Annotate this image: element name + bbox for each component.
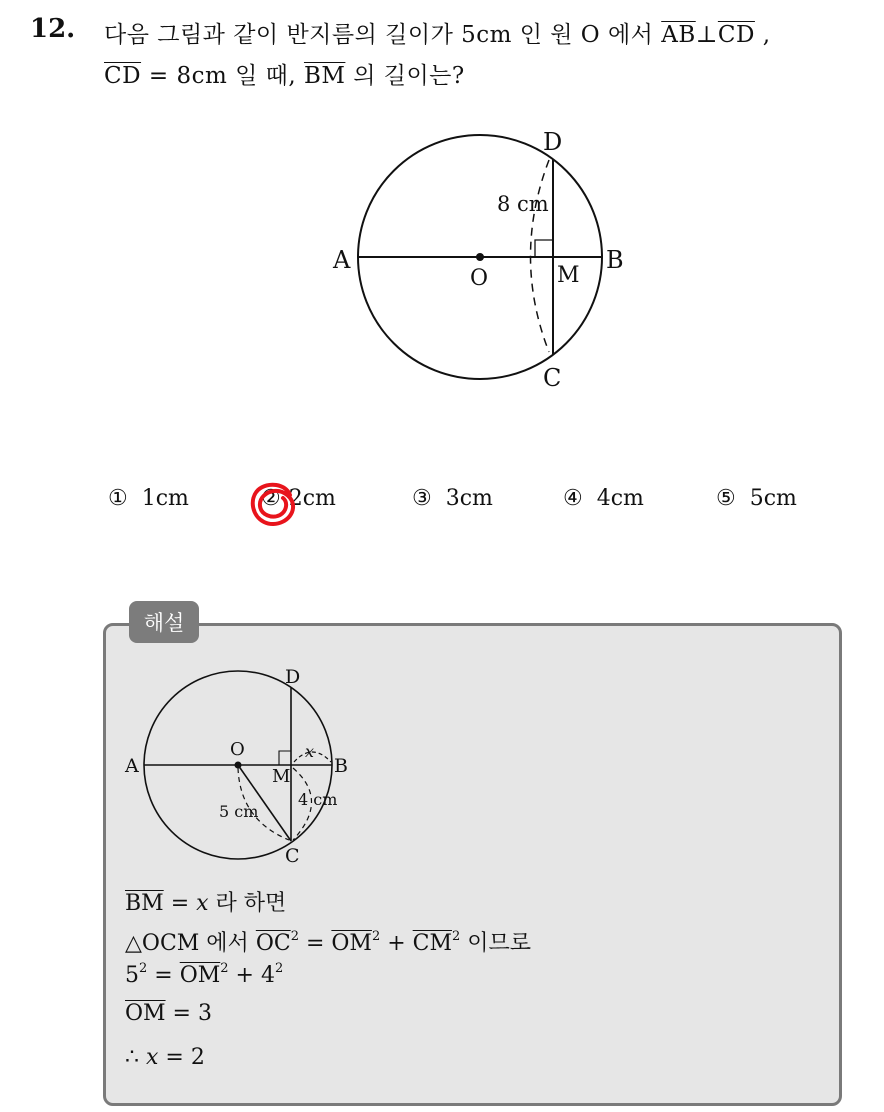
question-number: 12. [30,14,76,44]
segment-om: $\overline{OM}$ [125,1001,166,1026]
solution-label-radius: 5 cm [219,802,259,821]
solution-label-a: A [125,755,139,777]
segment-bm: $\overline{BM}$ [303,63,346,89]
exponent: 2 [290,929,299,944]
solution-line-4 [125,1001,212,1026]
base-value: 5 [125,963,139,988]
segment-om: $\overline{OM}$ [331,931,372,956]
solution-label-d: D [285,666,301,688]
segment-cm: $\overline{CM}$ [412,931,453,956]
choice-text: 4cm [596,486,644,511]
equation-result: = 2 [158,1045,205,1070]
label-c: C [543,364,562,392]
segment-ab: $\overline{AB}$ [661,22,696,48]
solution-line-2 [125,926,531,957]
label-b: B [606,246,624,274]
solution-line-5 [125,1045,205,1070]
solution-label-x: x [305,742,315,761]
solution-label-b: B [334,755,348,777]
solution-label-o: O [230,739,245,760]
therefore-symbol: ∴ [125,1045,146,1070]
solution-center-point [235,762,242,769]
segment-bm: $\overline{BM}$ [125,891,164,916]
choice-number: ④ [563,486,583,511]
choice-text: 3cm [445,486,493,511]
triangle-ocm: △OCM 에서 [125,931,256,956]
segment-cd: $\overline{CD}$ [104,63,142,89]
equals-sign: = [163,891,197,916]
solution-tag: 해설 [129,601,199,643]
choice-number: ⑤ [716,486,736,511]
equation-result: = 3 [165,1001,212,1026]
solution-right-angle-mark [279,751,291,765]
label-a: A [333,246,351,274]
choice-number: ① [108,486,128,511]
segment-cd: $\overline{CD}$ [717,22,755,48]
label-m: M [557,263,580,288]
question-text: 다음 그림과 같이 반지름의 길이가 5cm 인 원 O 에서 [104,22,662,48]
question-text: = 8cm 일 때, [141,63,304,89]
choice-text: 5cm [749,486,797,511]
exponent: 2 [452,929,461,944]
choice-number: ③ [412,486,432,511]
solution-label-cm: 4 cm [298,790,338,809]
choice-text: 1cm [141,486,189,511]
question-text: , [754,22,771,48]
exponent: 2 [274,961,284,976]
choice-text: 2cm [288,486,336,511]
solution-text: 라 하면 [208,891,287,916]
solution-label-m: M [272,766,291,787]
question-text: 의 길이는? [345,63,465,89]
exponent: 2 [220,961,229,976]
exponent: 2 [371,929,381,944]
solution-text: 이므로 [460,931,532,956]
choice-number: ② [261,486,281,511]
solution-line-3 [125,963,283,988]
equals-sign: = [147,963,180,988]
segment-om: $\overline{OM}$ [179,963,221,988]
segment-oc: $\overline{OC}$ [255,931,291,956]
label-measure: 8 cm [497,192,549,216]
variable-x: x [146,1045,159,1070]
solution-label-c: C [285,845,300,867]
solution-line-1 [125,886,286,917]
equals-sign: = [298,931,332,956]
plus-sign: + [380,931,413,956]
exponent: 2 [139,961,148,976]
label-d: D [543,128,563,156]
plus-term: + 4 [228,963,275,988]
variable-x: x [196,891,209,916]
perpendicular-symbol: ⊥ [695,22,718,48]
label-o: O [470,266,489,291]
